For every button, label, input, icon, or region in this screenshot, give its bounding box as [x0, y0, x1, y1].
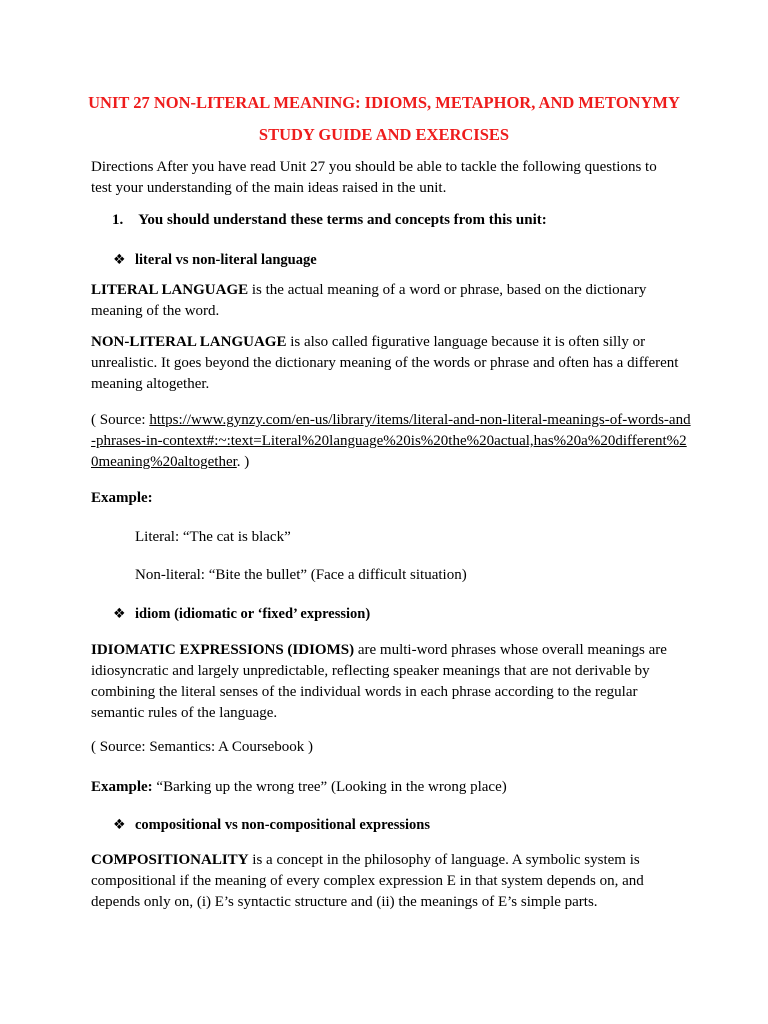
nonliteral-example: Non-literal: “Bite the bullet” (Face a difficult situation) [135, 567, 467, 583]
diamond-bullet-icon: ❖ [113, 252, 126, 268]
definition: is also called figurative language because it is often silly or unrealistic. It goes beyond the dictionary meaning of the words or phrase and often has a different meaning altogether. [91, 334, 679, 392]
idioms-definition [91, 640, 691, 724]
compositionality-definition [91, 850, 691, 913]
example-text: “Barking up the wrong tree” (Looking in the wrong place) [152, 779, 507, 795]
example-heading: Example: [91, 490, 153, 506]
term: LITERAL LANGUAGE [91, 282, 249, 298]
numbered-item-1 [112, 210, 547, 231]
definition: is a concept in the philosophy of language. A symbolic system is compositional if the meaning of every complex expression E in that system depends on, and depends only on, (i) E’s syntactic structure and (ii) the meanings of E’s simple parts. [91, 852, 644, 910]
term: COMPOSITIONALITY [91, 852, 249, 868]
source-citation-2: ( Source: Semantics: A Coursebook ) [91, 739, 314, 755]
bullet-label: idiom (idiomatic or ‘fixed’ expression) [135, 606, 371, 622]
definition: is the actual meaning of a word or phrase, based on the dictionary meaning of the word. [91, 282, 647, 319]
diamond-bullet-icon: ❖ [113, 606, 126, 622]
term: IDIOMATIC EXPRESSIONS (IDIOMS) [91, 642, 355, 658]
source-prefix: ( Source: [91, 412, 150, 428]
directions-paragraph: Directions After you have read Unit 27 you should be able to tackle the following questions to test your understanding of the main ideas raised in the unit. [91, 159, 657, 196]
example-label: Example: [91, 779, 153, 795]
document-subtitle: STUDY GUIDE AND EXERCISES [258, 125, 510, 144]
literal-example: Literal: “The cat is black” [135, 529, 291, 545]
source-citation-1 [91, 410, 691, 473]
source-link[interactable]: https://www.gynzy.com/en-us/library/items/literal-and-non-literal-meanings-of-words-and-phrases-in-context#:~:text=Literal%20language%20is%20the%20actual,has%20a%20different%20meaning%20altogether [91, 412, 691, 470]
bullet-label: compositional vs non-compositional expressions [135, 817, 431, 833]
term: NON-LITERAL LANGUAGE [91, 334, 287, 350]
source-suffix: . ) [236, 454, 250, 470]
nonliteral-language-definition [91, 332, 691, 395]
item-number: 1. [112, 212, 124, 228]
definition: are multi-word phrases whose overall meanings are idiosyncratic and largely unpredictable, reflecting speaker meanings that are not derivable by combining the literal senses of the individual words in each phrase according to the regular semantic rules of the language. [91, 642, 667, 721]
bullet-idiom [113, 604, 370, 625]
idiom-example [91, 777, 691, 798]
literal-language-definition [91, 280, 691, 322]
bullet-literal-vs-nonliteral [113, 250, 317, 271]
item-text: You should understand these terms and concepts from this unit: [138, 212, 547, 228]
bullet-label: literal vs non-literal language [135, 252, 317, 268]
bullet-compositional [113, 815, 430, 836]
document-title: UNIT 27 NON-LITERAL MEANING: IDIOMS, METAPHOR, AND METONYMY [88, 93, 680, 112]
diamond-bullet-icon: ❖ [113, 817, 126, 833]
